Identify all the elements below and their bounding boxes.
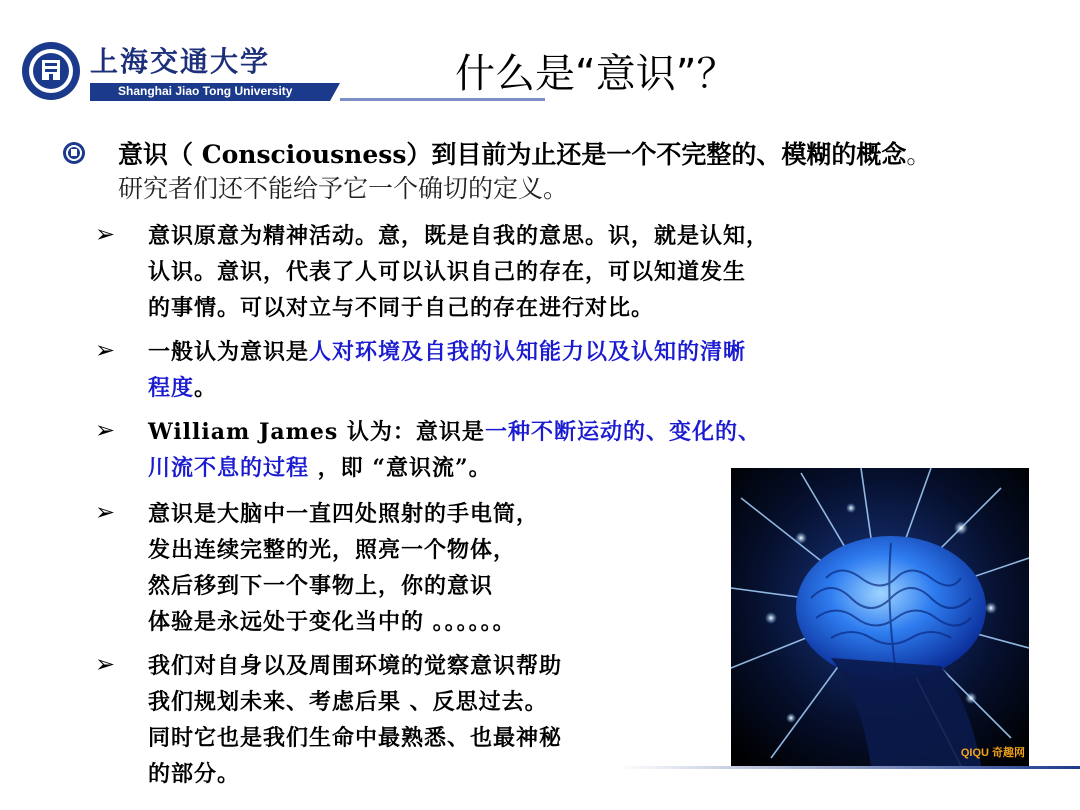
glowing-brain-image <box>731 468 1029 766</box>
item-line: 体验是永远处于变化当中的 。。。。。。 <box>148 609 516 635</box>
item-text: 一般认为意识是 <box>148 339 310 365</box>
page-title: 什么是“意识”？ <box>455 51 737 97</box>
item-line: 意识原意为精神活动。意，既是自我的意思。识，就是认知， <box>148 223 770 249</box>
item-text: William James 认为：意识是 <box>148 419 485 445</box>
item-line: 我们对自身以及周围环境的觉察意识帮助 <box>148 653 563 679</box>
sjtu-emblem-icon <box>20 40 82 102</box>
arrow-bullet-icon: ➢ <box>95 650 116 678</box>
item-highlight: 一种不断运动的、变化的、 <box>484 419 761 445</box>
item-highlight: 川流不息的过程 <box>148 455 310 481</box>
arrow-bullet-icon: ➢ <box>95 498 116 526</box>
item-line: 发出连续完整的光，照亮一个物体， <box>148 537 517 563</box>
arrow-bullet-icon: ➢ <box>95 220 116 248</box>
item-line: 认识。意识，代表了人可以认识自己的存在，可以知道发生 <box>148 259 747 285</box>
university-name: Shanghai Jiao Tong University <box>118 84 293 98</box>
item-line: 意识是大脑中一直四处照射的手电筒， <box>148 501 540 527</box>
intro-plain-text: 。研究者们还不能给予它一个确切的定义。 <box>118 140 932 203</box>
item-text: 。 <box>194 375 218 401</box>
item-line: 我们规划未来、考虑后果 、反思过去。 <box>148 689 548 715</box>
item-line: 然后移到下一个事物上，你的意识 <box>148 573 494 599</box>
list-item <box>148 496 539 640</box>
university-logo-text: 上海交通大学 <box>90 45 271 78</box>
item-line: 同时它也是我们生命中最熟悉、也最神秘 <box>148 725 563 751</box>
list-item <box>148 334 746 406</box>
arrow-bullet-icon: ➢ <box>95 336 116 364</box>
item-line: 的事情。可以对立与不同于自己的存在进行对比。 <box>148 295 655 321</box>
image-watermark: QIQU 奇趣网 <box>960 747 1025 759</box>
list-item <box>148 648 562 792</box>
bottom-divider <box>618 766 1080 769</box>
intro-bold-text: 意识（ Consciousness）到目前为止还是一个不完整的、模糊的概念 <box>118 140 907 169</box>
item-highlight: 人对环境及自我的认知能力以及认知的清晰 <box>309 339 747 365</box>
emblem-bullet-icon <box>62 141 86 165</box>
item-line: 的部分。 <box>148 761 241 787</box>
list-item <box>148 218 769 326</box>
list-item <box>148 414 761 486</box>
item-text: ，即 “意识流”。 <box>309 455 492 481</box>
intro-paragraph <box>118 138 938 206</box>
item-highlight: 程度 <box>148 375 195 401</box>
arrow-bullet-icon: ➢ <box>95 416 116 444</box>
